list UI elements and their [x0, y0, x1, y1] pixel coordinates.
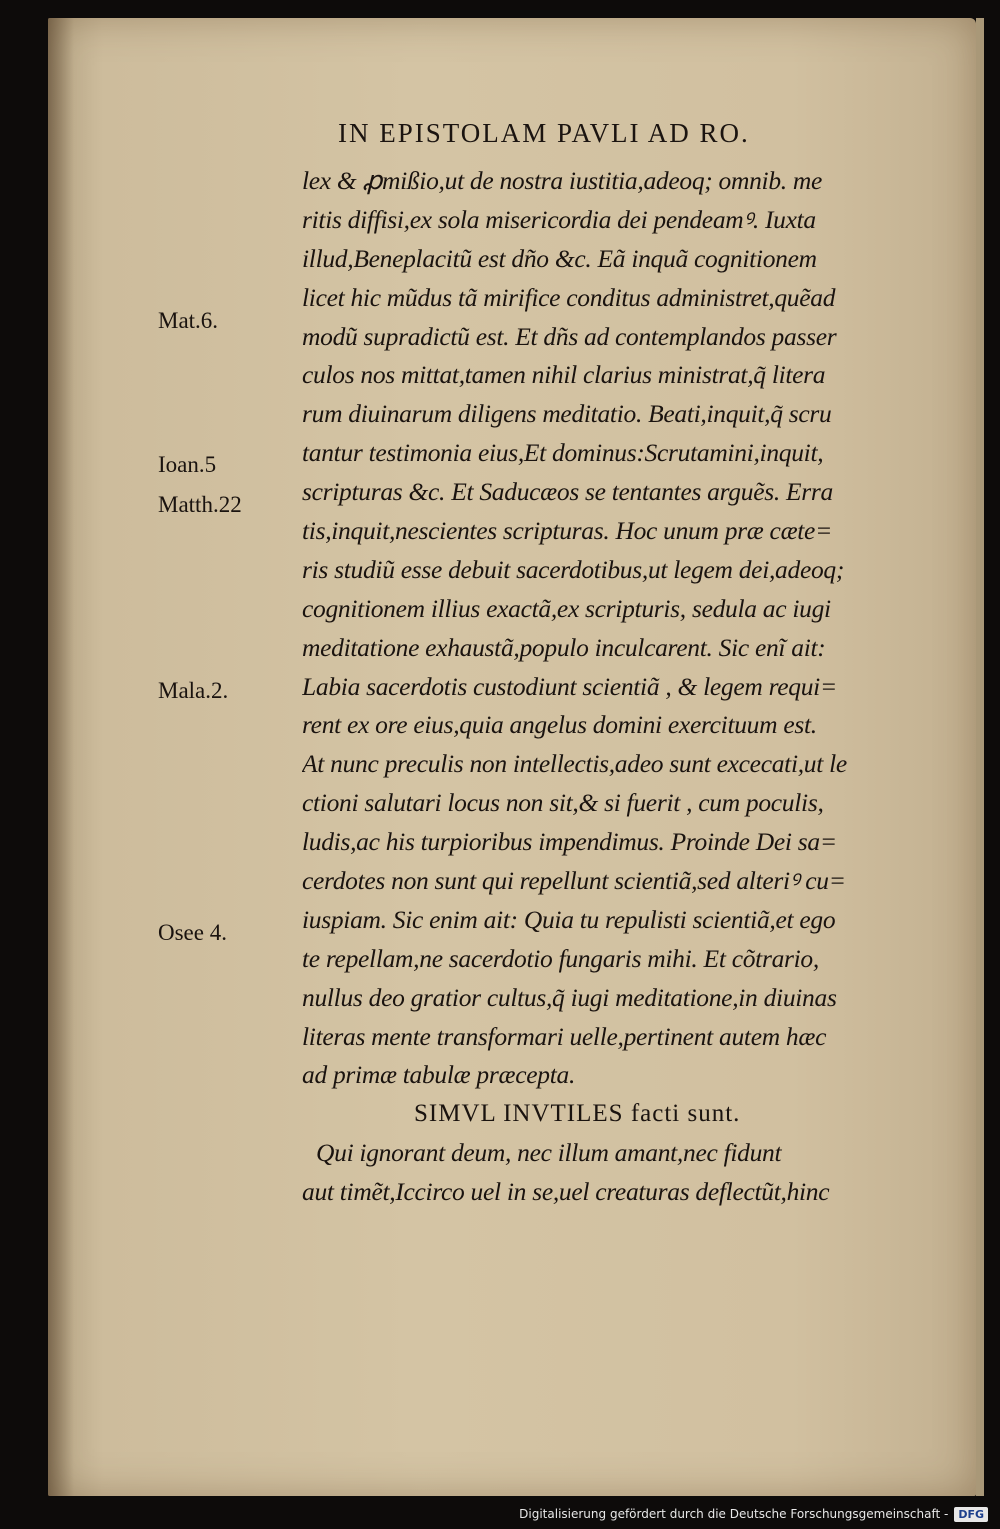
marginal-note-mat-6: Mat.6. — [158, 308, 219, 333]
marginal-note-ioan-5: Ioan.5 — [158, 452, 217, 477]
text-line: scripturas &c. Et Saducæos se tentantes arguẽs. Erra — [302, 477, 833, 507]
text-line: te repellam,ne sacerdotio fungaris mihi. Et cõtrario, — [302, 943, 819, 973]
dfg-logo-icon: DFG — [954, 1507, 988, 1522]
text-line: rent ex ore eius,quia angelus domini exercituum est. — [302, 710, 817, 740]
footer-text: Digitalisierung gefördert durch die Deutsche Forschungsgemeinschaft - — [519, 1507, 949, 1521]
marginal-note-mala-2: Mala.2. — [158, 678, 229, 703]
text-line: lex & ꝓmißio,ut de nostra iustitia,adeoq; omnib. me — [302, 166, 823, 195]
text-line: Qui ignorant deum, nec illum amant,nec fidunt — [316, 1138, 782, 1168]
text-line: ludis,ac his turpioribus impendimus. Proinde Dei sa= — [302, 827, 837, 857]
text-line: culos nos mittat,tamen nihil clarius ministrat,q̃ litera — [302, 360, 826, 390]
text-line: nullus deo gratior cultus,q̃ iugi meditatione,in diuinas — [302, 982, 837, 1012]
text-line: tantur testimonia eius,Et dominus:Scrutamini,inquit, — [302, 438, 824, 468]
text-line: ris studiũ esse debuit sacerdotibus,ut legem dei,adeoq; — [302, 554, 845, 584]
text-line: ad primæ tabulæ præcepta. — [302, 1060, 576, 1090]
text-line: literas mente transformari uelle,pertinent autem hæc — [302, 1021, 827, 1051]
marginal-note-osee-4: Osee 4. — [158, 920, 227, 945]
text-line: cerdotes non sunt qui repellunt scientiã,sed alteriꝰ cu= — [302, 866, 846, 896]
text-line: At nunc preculis non intellectis,adeo sunt excecati,ut le — [302, 749, 847, 779]
text-line: modũ supradictũ est. Et dñs ad contemplandos passer — [302, 321, 837, 351]
text-line: ctioni salutari locus non sit,& si fuerit , cum poculis, — [302, 788, 824, 818]
page-edge — [976, 18, 984, 1496]
text-line: licet hic mũdus tã mirifice conditus administret,quẽad — [302, 282, 836, 312]
text-line: tis,inquit,nescientes scripturas. Hoc unum præ cæte= — [302, 516, 832, 546]
digitization-footer — [0, 1499, 1000, 1529]
main-text-block — [302, 162, 932, 1212]
section-heading: SIMVL INVTILES facti sunt. — [414, 1100, 741, 1128]
text-line: rum diuinarum diligens meditatio. Beati,inquit,q̃ scru — [302, 399, 832, 429]
text-line: iuspiam. Sic enim ait: Quia tu repulisti scientiã,et ego — [302, 904, 836, 934]
text-line: meditatione exhaustã,populo inculcarent. Sic enĩ ait: — [302, 632, 826, 662]
text-line: Labia sacerdotis custodiunt scientiã , & legem requi= — [302, 671, 837, 701]
text-line: aut timẽt,Iccirco uel in se,uel creaturas deflectũt,hinc — [302, 1177, 830, 1207]
running-head: IN EPISTOLAM PAVLI AD RO. — [338, 118, 750, 148]
text-line: illud,Beneplacitũ est dño &c. Eã inquã cognitionem — [302, 243, 817, 273]
text-line: cognitionem illius exactã,ex scripturis, sedula ac iugi — [302, 593, 831, 623]
text-line: ritis diffisi,ex sola misericordia dei pendeamꝰ. Iuxta — [302, 204, 816, 234]
marginal-note-matth-22: Matth.22 — [158, 492, 242, 517]
